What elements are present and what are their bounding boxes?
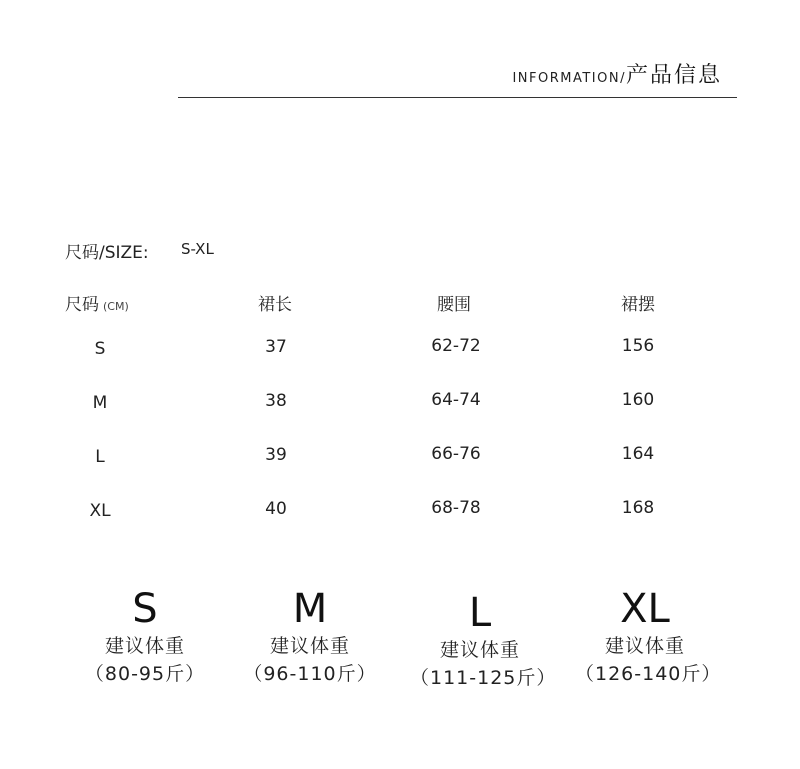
header-hem: 裙摆: [621, 295, 655, 315]
table-cell-hem: 164: [621, 444, 655, 464]
recommendation-label: 建议体重: [104, 635, 185, 657]
table-cell-waist: 64-74: [431, 390, 481, 410]
table-cell-size: M: [92, 393, 108, 413]
table-cell-hem: 168: [621, 498, 655, 518]
table-cell-size: S: [94, 339, 106, 359]
table-cell-size: XL: [89, 501, 111, 521]
header-waist: 腰围: [437, 295, 471, 315]
recommendation-range: （111-125斤）: [410, 667, 557, 689]
size-range: [65, 238, 214, 263]
table-cell-hem: 160: [621, 390, 655, 410]
section-header: [0, 58, 722, 89]
table-cell-length: 40: [265, 499, 287, 519]
weight-recommendation-m: [240, 585, 380, 689]
table-cell-length: 39: [265, 445, 287, 465]
recommendation-range: （96-110斤）: [243, 663, 377, 685]
table-cell-waist: 68-78: [431, 498, 481, 518]
table-cell-length: 37: [265, 337, 287, 357]
header-unit: (CM): [103, 300, 129, 313]
table-cell-length: 38: [265, 391, 287, 411]
recommendation-size: M: [292, 586, 328, 632]
weight-recommendation-s: [75, 585, 215, 689]
recommendation-size: L: [468, 590, 492, 636]
size-range-value: S-XL: [181, 240, 214, 258]
table-cell-waist: 66-76: [431, 444, 481, 464]
weight-recommendation-xl: [575, 585, 722, 689]
header-title-cn: 产品信息: [625, 63, 722, 88]
recommendation-label: 建议体重: [439, 639, 520, 661]
recommendation-label: 建议体重: [269, 635, 350, 657]
table-cell-size: L: [95, 447, 105, 467]
header-divider: [178, 97, 737, 98]
recommendation-range: （126-140斤）: [575, 663, 722, 685]
table-cell-hem: 156: [621, 336, 655, 356]
header-size: [65, 290, 129, 315]
table-cell-waist: 62-72: [431, 336, 481, 356]
recommendation-size: XL: [620, 586, 670, 632]
header-length: 裙长: [258, 295, 292, 315]
size-range-label: 尺码/SIZE:: [65, 243, 149, 263]
header-title-en: INFORMATION/: [512, 71, 626, 86]
weight-recommendation-l: [410, 589, 557, 693]
header-size-label: 尺码: [65, 295, 99, 315]
recommendation-size: S: [132, 586, 158, 632]
recommendation-range: （80-95斤）: [84, 663, 206, 685]
recommendation-label: 建议体重: [604, 635, 685, 657]
